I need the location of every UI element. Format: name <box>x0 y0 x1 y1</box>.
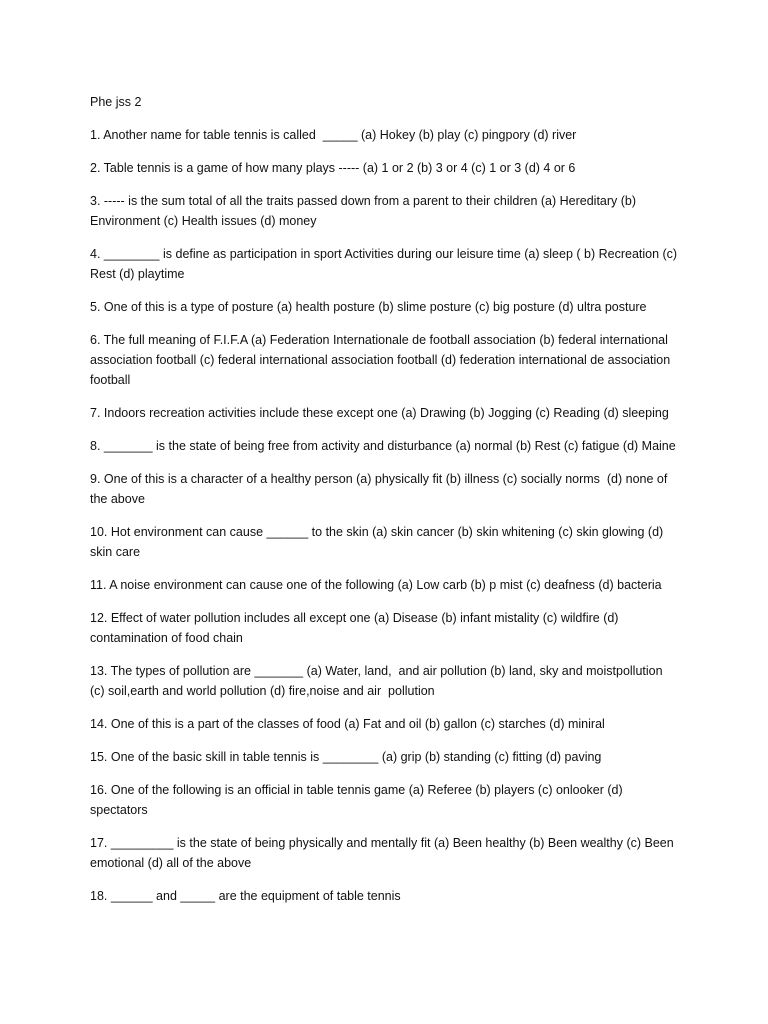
question-12: 12. Effect of water pollution includes all except one (a) Disease (b) infant mistality (c) wildfire (d) contamination of food chain <box>90 611 622 645</box>
question-1: 1. Another name for table tennis is called _____ (a) Hokey (b) play (c) pingpory (d) river <box>90 128 577 142</box>
question-7: 7. Indoors recreation activities include these except one (a) Drawing (b) Jogging (c) Reading (d) sleeping <box>90 406 669 420</box>
question-5: 5. One of this is a type of posture (a) health posture (b) slime posture (c) big posture (d) ultra posture <box>90 300 647 314</box>
question-11: 11. A noise environment can cause one of the following (a) Low carb (b) p mist (c) deafness (d) bacteria <box>90 578 662 592</box>
document-title: Phe jss 2 <box>90 95 142 109</box>
question-14: 14. One of this is a part of the classes of food (a) Fat and oil (b) gallon (c) starches (d) miniral <box>90 717 605 731</box>
question-18: 18. ______ and _____ are the equipment of table tennis <box>90 889 401 903</box>
question-13: 13. The types of pollution are _______ (a) Water, land, and air pollution (b) land, sky and moistpollution (c) soil,earth and world pollution (d) fire,noise and air pollution <box>90 664 667 698</box>
question-3: 3. ----- is the sum total of all the traits passed down from a parent to their children (a) Hereditary (b) Environment (c) Health issues (d) money <box>90 194 640 228</box>
question-4: 4. ________ is define as participation in sport Activities during our leisure time (a) sleep ( b) Recreation (c) Rest (d) playtime <box>90 247 681 281</box>
question-15: 15. One of the basic skill in table tennis is ________ (a) grip (b) standing (c) fitting (d) paving <box>90 750 602 764</box>
question-6: 6. The full meaning of F.I.F.A (a) Federation Internationale de football association (b) federal international association football (c) federal international association football (d) federation international de association football <box>90 333 674 387</box>
question-list <box>90 125 680 906</box>
question-9: 9. One of this is a character of a healthy person (a) physically fit (b) illness (c) socially norms (d) none of the above <box>90 472 671 506</box>
question-17: 17. _________ is the state of being physically and mentally fit (a) Been healthy (b) Been wealthy (c) Been emotional (d) all of the above <box>90 836 678 870</box>
question-8: 8. _______ is the state of being free from activity and disturbance (a) normal (b) Rest (c) fatigue (d) Maine <box>90 439 676 453</box>
question-10: 10. Hot environment can cause ______ to the skin (a) skin cancer (b) skin whitening (c) skin glowing (d) skin care <box>90 525 667 559</box>
question-2: 2. Table tennis is a game of how many plays ----- (a) 1 or 2 (b) 3 or 4 (c) 1 or 3 (d) 4 or 6 <box>90 161 576 175</box>
question-16: 16. One of the following is an official in table tennis game (a) Referee (b) players (c) onlooker (d) spectators <box>90 783 627 817</box>
